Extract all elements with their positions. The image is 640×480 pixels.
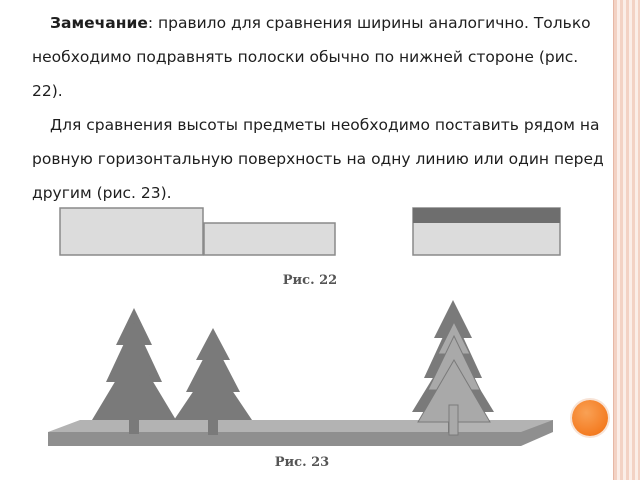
tree-overlap-front	[418, 322, 490, 435]
note-label: Замечание	[50, 14, 148, 32]
paragraph-2-text: Для сравнения высоты предметы необходимо поставить рядом на ровную горизонтальную поверхность на одну линию или один перед другим (рис. 23).	[32, 116, 604, 202]
orange-circle-decoration	[572, 400, 608, 436]
fig23-caption: Рис. 23	[274, 455, 330, 470]
fig22-caption: Рис. 22	[282, 273, 338, 288]
tree-short	[174, 328, 252, 435]
paragraph-1-text: : правило для сравнения ширины аналогично. Только необходимо подравнять полоски обычно по нижней стороне (рис. 22).	[32, 14, 591, 100]
tree-tall	[92, 308, 176, 434]
